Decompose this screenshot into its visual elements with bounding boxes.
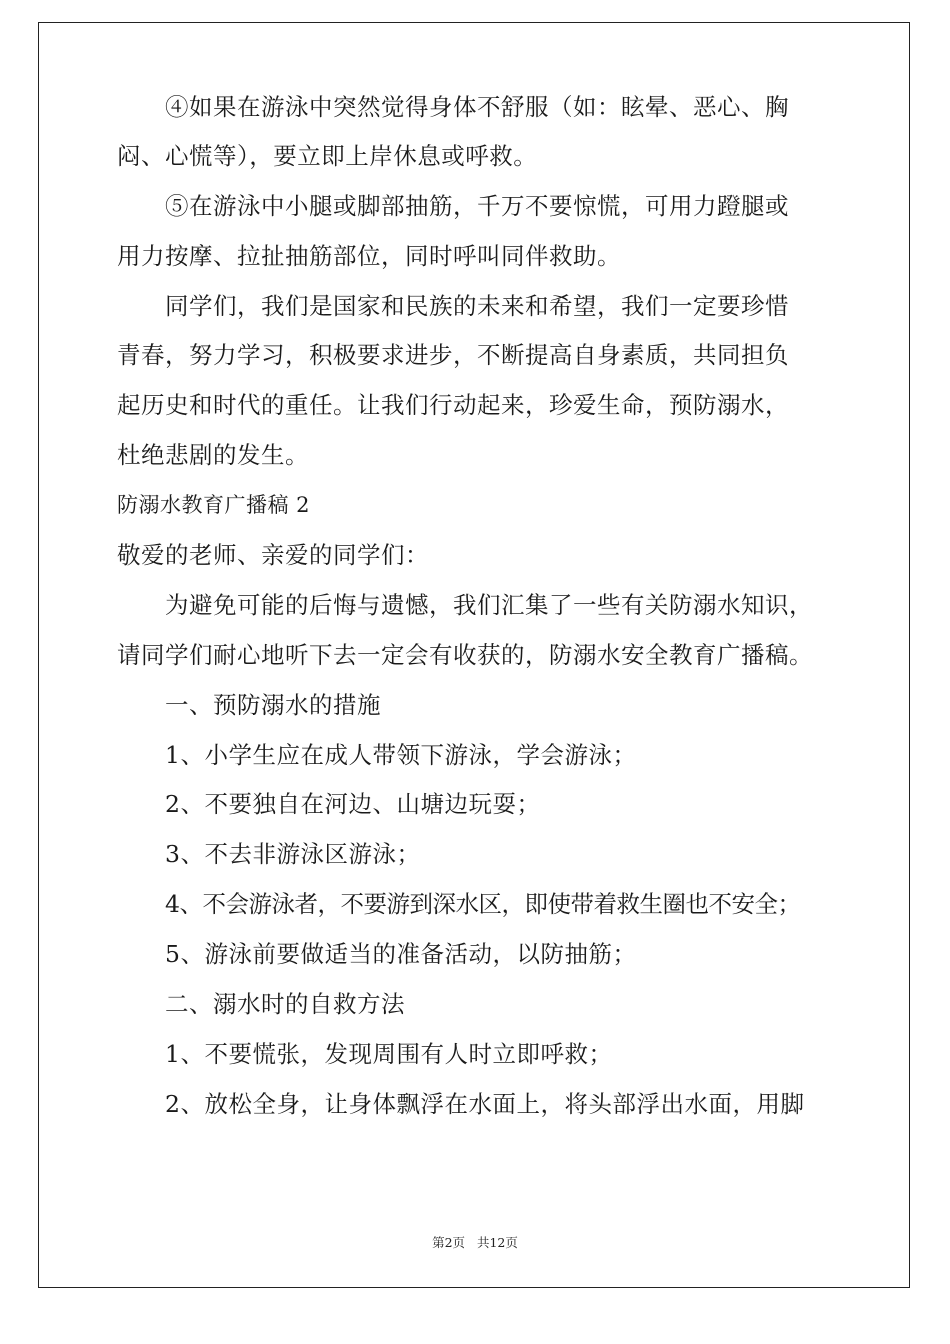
salutation: 敬爱的老师、亲爱的同学们： <box>117 541 429 569</box>
paragraph-line: 起历史和时代的重任。让我们行动起来，珍爱生命，预防溺水， <box>117 391 789 419</box>
list-item: 1、不要慌张，发现周围有人时立即呼救； <box>165 1040 613 1068</box>
paragraph-line: ⑤在游泳中小腿或脚部抽筋，千万不要惊慌，可用力蹬腿或 <box>165 192 789 220</box>
subsection-heading: 一、预防溺水的措施 <box>165 691 381 719</box>
paragraph-line: 青春，努力学习，积极要求进步，不断提高自身素质，共同担负 <box>117 341 789 369</box>
paragraph-line: 同学们，我们是国家和民族的未来和希望，我们一定要珍惜 <box>165 292 789 320</box>
list-item: 5、游泳前要做适当的准备活动，以防抽筋； <box>165 940 637 968</box>
paragraph-line: 为避免可能的后悔与遗憾，我们汇集了一些有关防溺水知识， <box>165 591 813 619</box>
paragraph-line: 闷、心慌等），要立即上岸休息或呼救。 <box>117 142 538 170</box>
paragraph-line: 请同学们耐心地听下去一定会有收获的，防溺水安全教育广播稿。 <box>117 641 813 669</box>
list-item: 2、不要独自在河边、山塘边玩耍； <box>165 790 541 818</box>
paragraph-line: 用力按摩、拉扯抽筋部位，同时呼叫同伴救助。 <box>117 242 621 270</box>
list-item: 4、不会游泳者，不要游到深水区，即使带着救生圈也不安全； <box>165 890 801 918</box>
list-item: 3、不去非游泳区游泳； <box>165 840 421 868</box>
page-number-footer: 第2页 共12页 <box>432 1235 518 1250</box>
list-item: 2、放松全身，让身体飘浮在水面上，将头部浮出水面，用脚 <box>165 1090 805 1118</box>
section-title: 防溺水教育广播稿 2 <box>117 493 311 517</box>
paragraph-line: ④如果在游泳中突然觉得身体不舒服（如：眩晕、恶心、胸 <box>165 93 789 121</box>
subsection-heading: 二、溺水时的自救方法 <box>165 990 405 1018</box>
paragraph-line: 杜绝悲剧的发生。 <box>117 441 309 469</box>
list-item: 1、小学生应在成人带领下游泳，学会游泳； <box>165 741 637 769</box>
